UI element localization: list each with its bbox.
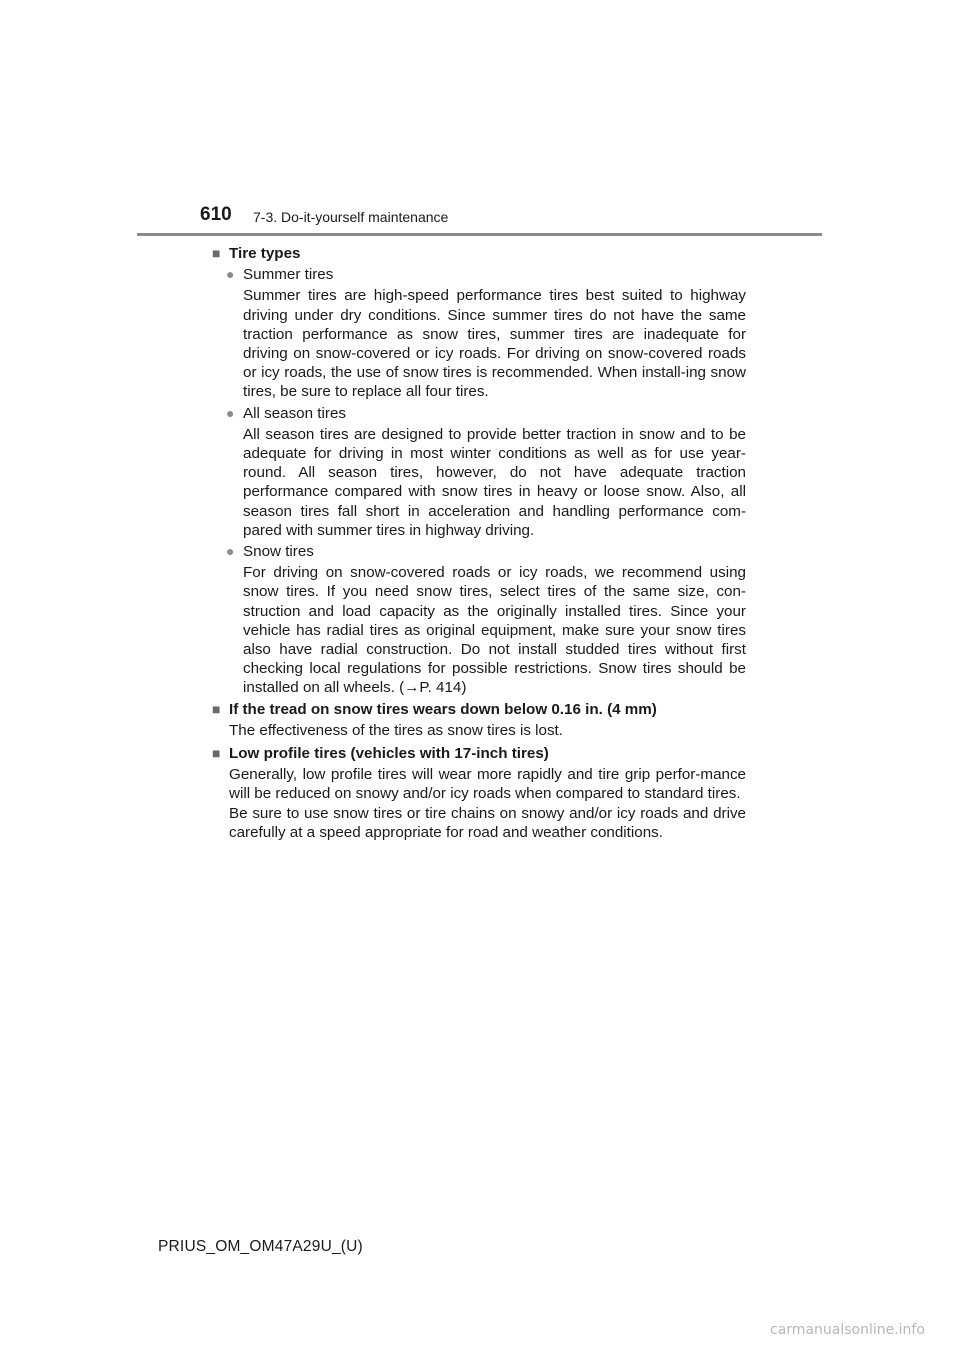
watermark: carmanualsonline.info [770,1322,925,1338]
tread-text: The effectiveness of the tires as snow tires is lost. [229,721,563,739]
all-season-tires-title [226,404,746,423]
subheading-text: Summer tires [243,266,334,284]
all-season-tires-text: All season tires are designed to provide better traction in snow and to be adequate for driving in most winter conditions as well as for use year-round. All season tires, however, do not have adequate traction performance compared with snow tires in heavy or loose snow. Also, all season tires fall short in acceleration and handling performance com-pared with summer tires in highway driving. [243,425,746,539]
circle-bullet-icon: ● [226,404,235,421]
heading-text: Tire types [229,245,301,262]
summer-tires-text: Summer tires are high-speed performance tires best suited to highway driving under dry conditions. Since summer tires do not have the same traction performance as snow tires, summer tires are inadequate for driving on snow-covered or icy roads. For driving on snow-covered roads or icy roads, the use of snow tires is recommended. When install-ing snow tires, be sure to replace all four tires. [243,287,746,401]
low-profile-text-1: Generally, low profile tires will wear more rapidly and tire grip perfor-mance will be reduced on snowy and/or icy roads when compared to standard tires. [229,766,746,803]
subheading-text: Snow tires [243,543,314,561]
section-title: 7-3. Do-it-yourself maintenance [253,209,449,225]
page-header [200,204,820,228]
tread-heading [212,700,746,719]
summer-tires-title [226,265,746,284]
square-bullet-icon: ■ [212,745,221,762]
snow-tires-title [226,542,746,561]
low-profile-heading [212,744,746,763]
document-code: PRIUS_OM_OM47A29U_(U) [158,1238,363,1255]
circle-bullet-icon: ● [226,266,235,283]
square-bullet-icon: ■ [212,700,221,717]
low-profile-text-2: Be sure to use snow tires or tire chains on snowy and/or icy roads and drive carefully at a speed appropriate for road and weather conditions. [229,804,746,841]
circle-bullet-icon: ● [226,543,235,560]
header-rule [137,233,822,236]
tire-types-heading [212,244,746,263]
heading-text: If the tread on snow tires wears down below 0.16 in. (4 mm) [229,700,657,718]
page-number: 610 [200,204,232,225]
heading-text: Low profile tires (vehicles with 17-inch tires) [229,745,549,763]
page-content [212,244,746,842]
square-bullet-icon: ■ [212,245,221,261]
snow-tires-text: For driving on snow-covered roads or icy roads, we recommend using snow tires. If you need snow tires, select tires of the same size, con-struction and load capacity as the originally installed tires. Since your vehicle has radial tires as original equipment, make sure your snow tires also have radial construction. Do not install studded tires without first checking local regulations for possible restrictions. Snow tires should be installed on all wheels. (→P. 414) [243,564,746,697]
subheading-text: All season tires [243,404,346,422]
